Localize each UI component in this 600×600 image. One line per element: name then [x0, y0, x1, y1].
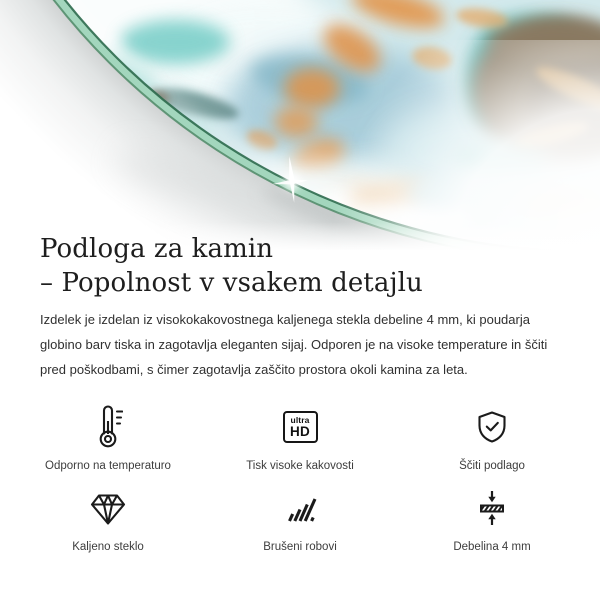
- feature-label: Kaljeno steklo: [72, 541, 144, 553]
- page-title: [40, 232, 572, 300]
- feature-polished-edges: [204, 485, 396, 554]
- diamond-icon: [89, 491, 127, 526]
- ultra-hd-icon: ultra HD: [283, 411, 318, 443]
- thickness-icon: [477, 489, 507, 527]
- feature-label: Ščiti podlago: [459, 460, 525, 472]
- shield-check-icon: [475, 410, 509, 444]
- features-grid: [12, 404, 588, 554]
- feature-print-quality: [204, 404, 396, 473]
- thermometer-icon: [93, 404, 123, 450]
- feature-label: Tisk visoke kakovosti: [246, 460, 354, 472]
- feature-label: Brušeni robovi: [263, 541, 337, 553]
- feature-temperature: [12, 404, 204, 473]
- feature-tempered-glass: [12, 485, 204, 554]
- brushed-edges-icon: [283, 492, 317, 524]
- product-description: Izdelek je izdelan iz visokokakovostnega kaljenega stekla debeline 4 mm, ki poudarja globino barv tiska in zagotavlja eleganten sijaj. Odporen je na visoke temperature in ščiti pred poškodbami, s čimer zagotavlja zaščito prostora okoli kamina za leta.: [40, 312, 548, 377]
- title-line-1: Podloga za kamin: [40, 234, 274, 264]
- feature-thickness: [396, 485, 588, 554]
- feature-label: Odporno na temperaturo: [45, 460, 171, 472]
- feature-label: Debelina 4 mm: [453, 541, 531, 553]
- feature-protection: [396, 404, 588, 473]
- title-line-2: – Popolnost v vsakem detajlu: [40, 268, 423, 298]
